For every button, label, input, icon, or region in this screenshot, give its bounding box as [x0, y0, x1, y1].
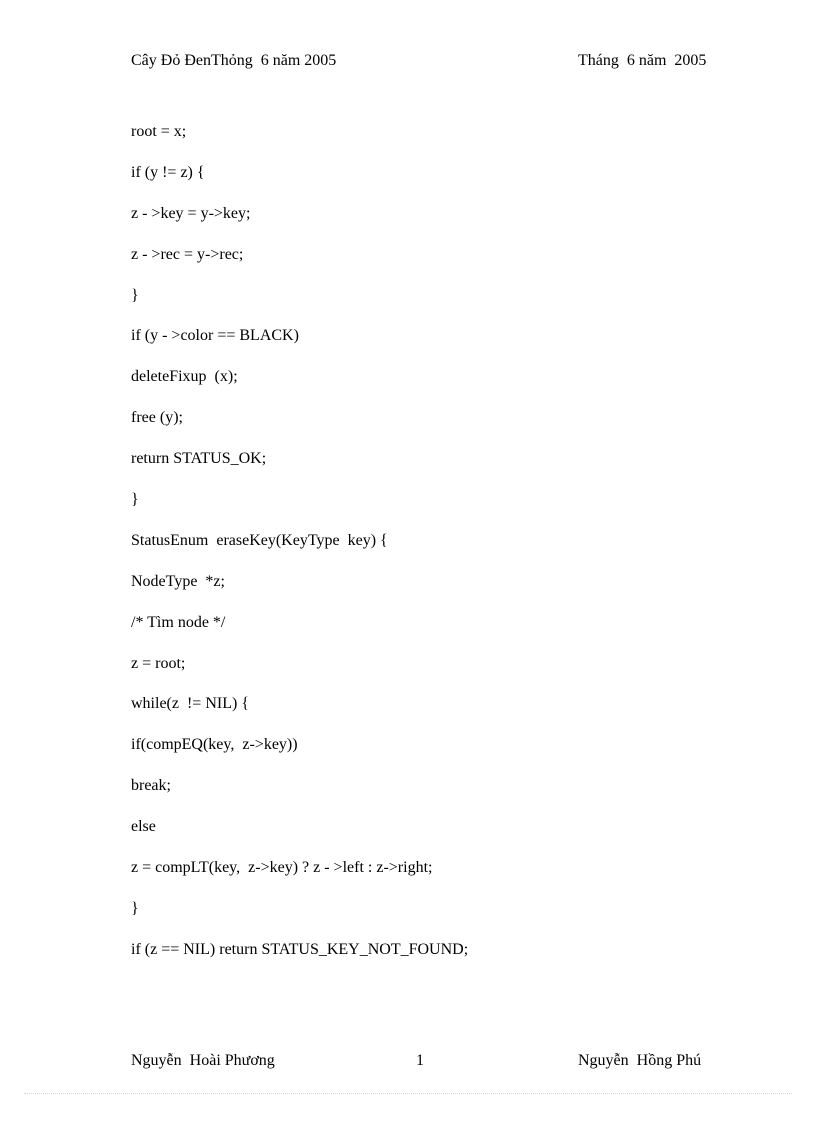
- code-line: while(z != NIL) {: [131, 695, 249, 713]
- code-line: NodeType *z;: [131, 572, 225, 590]
- code-line: }: [131, 491, 139, 509]
- code-line: deleteFixup (x);: [131, 368, 238, 386]
- page-number: 1: [416, 1052, 424, 1069]
- footer-author-left: Nguyễn Hoài Phương: [131, 1052, 275, 1069]
- code-line: z - >key = y->key;: [131, 204, 251, 222]
- code-line: /* Tìm node */: [131, 613, 226, 631]
- code-line: if (y != z) {: [131, 163, 205, 181]
- code-line: else: [131, 818, 156, 836]
- code-line: z = root;: [131, 654, 186, 672]
- code-line: break;: [131, 777, 171, 795]
- code-line: StatusEnum eraseKey(KeyType key) {: [131, 531, 388, 549]
- code-line: root = x;: [131, 123, 187, 140]
- code-line: }: [131, 899, 139, 917]
- code-line: z - >rec = y->rec;: [131, 245, 244, 263]
- code-line: if (y - >color == BLACK): [131, 327, 299, 345]
- code-listing: [131, 122, 468, 981]
- code-line: free (y);: [131, 409, 183, 427]
- code-line: if (z == NIL) return STATUS_KEY_NOT_FOUND;: [131, 940, 469, 958]
- header-date: Tháng 6 năm 2005: [578, 52, 707, 69]
- code-line: return STATUS_OK;: [131, 450, 267, 468]
- page-bottom-edge: [24, 1093, 792, 1094]
- header-title: Cây Đỏ ĐenThỏng 6 năm 2005: [131, 52, 337, 69]
- code-line: }: [131, 286, 139, 304]
- code-line: if(compEQ(key, z->key)): [131, 736, 298, 754]
- footer-author-right: Nguyễn Hồng Phú: [578, 1052, 702, 1069]
- code-line: z = compLT(key, z->key) ? z - >left : z->right;: [131, 859, 433, 877]
